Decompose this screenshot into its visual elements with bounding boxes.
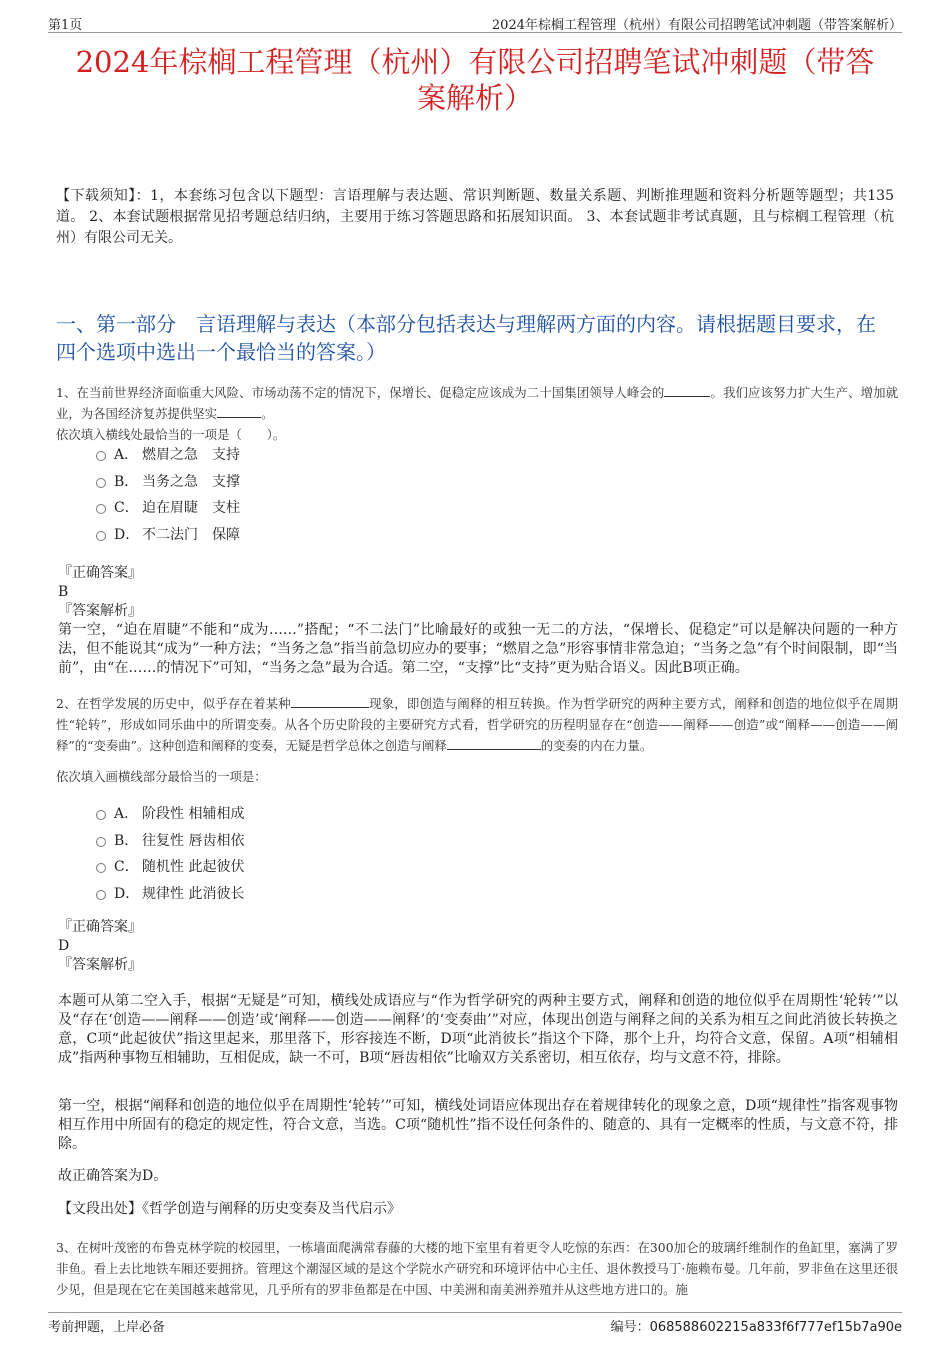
q1-option-c[interactable]: C． 迫在眉睫 支柱 — [96, 494, 240, 521]
section-heading: 一、第一部分 言语理解与表达（本部分包括表达与理解两方面的内容。请根据题目要求，在四个选项中选出一个最恰当的答案。） — [56, 312, 876, 364]
q2-analysis-conclusion: 故正确答案为D。 — [58, 1168, 168, 1184]
q2-text-c: 的变奏的内在力量。 — [540, 738, 653, 753]
radio-icon[interactable] — [96, 810, 106, 820]
q1-analysis-label: 『答案解析』 — [58, 603, 142, 619]
q2-option-a[interactable]: A． 阶段性 相辅相成 — [96, 800, 244, 827]
header-doc-title: 2024年棕榈工程管理（杭州）有限公司招聘笔试冲刺题（带答案解析） — [491, 18, 902, 33]
q2-option-b[interactable]: B． 往复性 唇齿相依 — [96, 827, 244, 854]
title-line-1: 2024年棕榈工程管理（杭州）有限公司招聘笔试冲刺题（带答 — [75, 45, 875, 79]
question-1 — [56, 382, 898, 445]
q1-analysis: 第一空，“迫在眉睫”不能和“成为……”搭配；“不二法门”比喻最好的或独一无二的方法，“保增长、促稳定”可以是解决问题的一种方法，但不能说其“成为”一种方法；“当务之急”指当前急切应办的要事；“燃眉之急”形容事情非常急迫；“当务之急”有个时间限制，即“当前”，由“在……的情况下”可知，“当务之急”最为合适。第二空，“支撑”比“支持”更为贴合语义。因此B项正确。 — [58, 622, 898, 676]
footer-slogan: 考前押题，上岸必备 — [48, 1320, 166, 1335]
radio-icon[interactable] — [96, 890, 106, 900]
radio-icon[interactable] — [96, 837, 106, 847]
q1-options — [96, 441, 240, 547]
q2-answer: D — [58, 938, 70, 954]
radio-icon[interactable] — [96, 478, 106, 488]
q1-answer-block — [58, 564, 898, 678]
q2-analysis-paragraph-1: 本题可从第二空入手，根据“无疑是”可知，横线处成语应与“作为哲学研究的两种主要方式，阐释和创造的地位似乎在周期性‘轮转’”以及“存在‘创造——阐释——创造’或‘阐释——创造——阐释’的‘变奏曲’”对应，体现出创造与阐释之间的关系为相互之间此消彼长转换之意，C项“此起彼伏”指这里起来，那里落下，形容接连不断，D项“此消彼长”指这个下降，那个上升，均符合文意，保留。A项“相辅相成”指两种事物互相辅助，互相促成，缺一不可，B项“唇齿相依”比喻双方关系密切，相互依存，均与文意不符，排除。 — [58, 993, 898, 1066]
q2-blank-2 — [447, 737, 541, 750]
q1-blank-2 — [217, 405, 261, 418]
radio-icon[interactable] — [96, 863, 106, 873]
q2-instruction: 依次填入画横线部分最恰当的一项是： — [56, 769, 267, 784]
q1-option-d[interactable]: D． 不二法门 保障 — [96, 521, 240, 548]
q1-blank-1 — [664, 384, 710, 397]
title-line-2: 案解析） — [416, 81, 533, 115]
q2-answer-label: 『正确答案』 — [58, 919, 142, 935]
q2-text-b: 现象，即创造与阐释的相互转换。作为哲学研究的两种主要方式，阐释和创造的地位似乎在周期性“轮转”，形成如同乐曲中的所谓变奏。从各个历史阶段的主要研究方式看，哲学研究的历程明显存在“创造——阐释——创造”或“阐释——创造——阐释”的“变奏曲”。这种创造和阐释的变奏，无疑是哲学总体之创造与阐释 — [56, 696, 899, 753]
footer-code-value: 068588602215a833f6f777ef15b7a90e — [649, 1320, 902, 1335]
q1-option-b[interactable]: B． 当务之急 支撑 — [96, 468, 240, 495]
q2-option-d[interactable]: D． 规律性 此消彼长 — [96, 880, 244, 907]
radio-icon[interactable] — [96, 531, 106, 541]
q1-answer: B — [58, 584, 69, 600]
radio-icon[interactable] — [96, 504, 106, 514]
q2-analysis-paragraph-2: 第一空，根据“阐释和创造的地位似乎在周期性‘轮转’”可知，横线处词语应体现出存在着规律转化的现象之意，D项“规律性”指客观事物相互作用中所固有的稳定的规定性，符合文意，当选。C项“随机性”指不设任何条件的、随意的、具有一定概率的性质，与文意不符，排除。 — [58, 1098, 898, 1152]
q1-text-a: 1、在当前世界经济面临重大风险、市场动荡不定的情况下，保增长、促稳定应该成为二十国集团领导人峰会的 — [56, 385, 665, 400]
download-notice: 【下载须知】：1，本套练习包含以下题型：言语理解与表达题、常识判断题、数量关系题、判断推理题和资料分析题等题型；共135道。 2、本套试题根据常见招考题总结归纳，主要用于练习答题思路和拓展知识面。 3、本套试题非考试真题，且与棕榈工程管理（杭州）有限公司无关。 — [56, 188, 894, 246]
page-header — [48, 12, 902, 33]
q2-option-c[interactable]: C． 随机性 此起彼伏 — [96, 853, 244, 880]
question-2 — [56, 693, 898, 756]
q2-text-a: 2、在哲学发展的历史中，似乎存在着某种 — [56, 696, 291, 711]
page-footer — [48, 1312, 902, 1333]
footer-code-label: 编号： — [610, 1320, 650, 1335]
footer-code — [611, 1316, 902, 1335]
q1-answer-label: 『正确答案』 — [58, 565, 142, 581]
page-number: 第1页 — [48, 18, 83, 33]
q2-options — [96, 800, 244, 906]
q1-text-c: 。 — [261, 406, 274, 421]
radio-icon[interactable] — [96, 451, 106, 461]
q1-text-b: 。我们应该努力扩大生产、增加就业，为各国经济复苏提供坚实 — [56, 385, 898, 421]
q2-answer-block — [58, 918, 898, 975]
q1-option-a[interactable]: A． 燃眉之急 支持 — [96, 441, 240, 468]
question-3: 3、在树叶茂密的布鲁克林学院的校园里，一栋墙面爬满常春藤的大楼的地下室里有着更令人吃惊的东西：在300加仑的玻璃纤维制作的鱼缸里，塞满了罗非鱼。看上去比地铁车厢还要拥挤。管理这个潮湿区域的是这个学院水产研究和环境评估中心主任、退休教授马丁·施赖布曼。几年前，罗非鱼在这里还很少见，但是现在它在美国越来越常见，几乎所有的罗非鱼都是在中国、中美洲和南美洲养殖并从这些地方进口的。施 — [56, 1240, 898, 1297]
page-title — [48, 44, 902, 116]
q2-source: 【文段出处】《哲学创造与阐释的历史变奏及当代启示》 — [58, 1201, 401, 1217]
q2-analysis-label: 『答案解析』 — [58, 957, 142, 973]
q1-instruction: 依次填入横线处最恰当的一项是（ ）。 — [56, 427, 286, 442]
q2-blank-1 — [291, 695, 369, 708]
